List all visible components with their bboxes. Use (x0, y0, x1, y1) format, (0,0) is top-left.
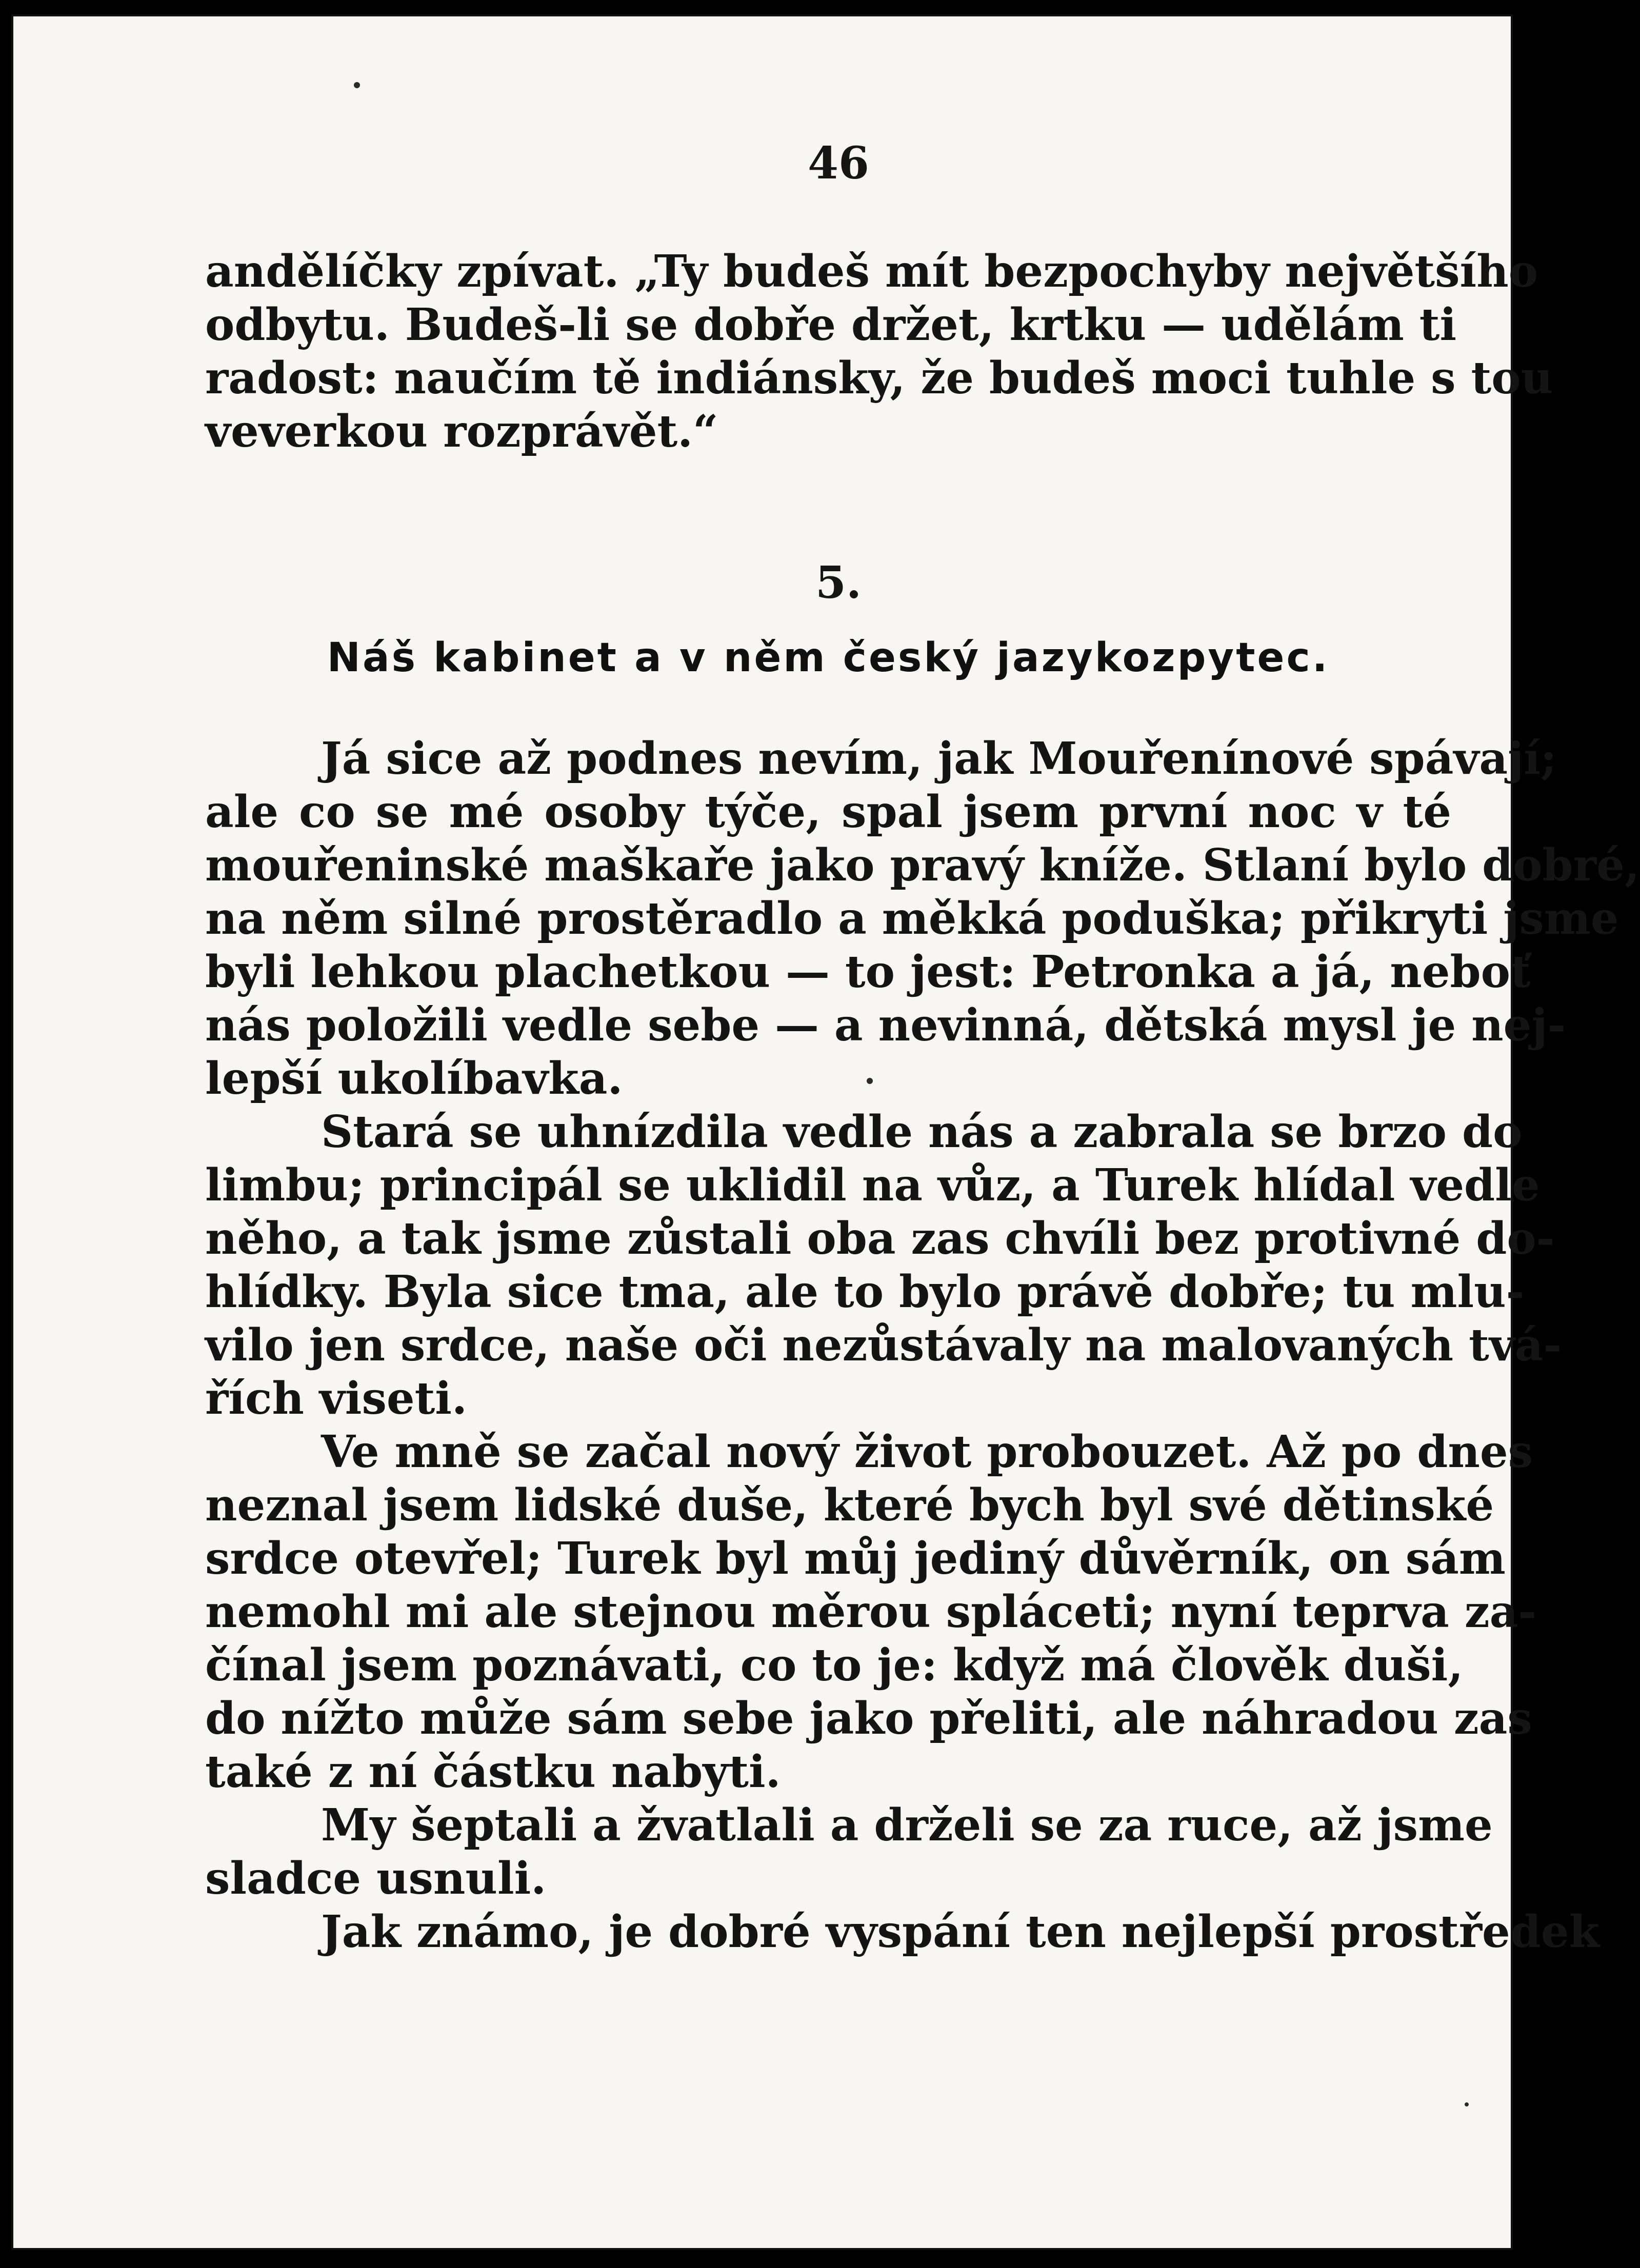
text-line: andělíčky zpívat. „Ty budeš mít bezpochyby největšího (205, 246, 1538, 297)
text-line: nás položili vedle sebe — a nevinná, dětská mysl je nej- (205, 999, 1566, 1051)
text-line: srdce otevřel; Turek byl můj jediný důvěrník, on sám (205, 1533, 1506, 1584)
text-line: řích viseti. (205, 1373, 467, 1424)
text-line: Ve mně se začal nový život probouzet. Až po dnes (321, 1426, 1533, 1478)
paragraph (205, 1426, 1537, 1799)
text-line: mouřeninské maškaře jako pravý kníže. Stlaní bylo dobré, (205, 839, 1640, 891)
chapter-number: 5. (815, 557, 862, 609)
text-line: hlídky. Byla sice tma, ale to bylo právě dobře; tu mlu- (205, 1266, 1525, 1318)
text-line: radost: naučím tě indiánsky, že budeš moci tuhle s tou (205, 352, 1553, 404)
text-line: Stará se uhnízdila vedle nás a zabrala se brzo do (321, 1106, 1523, 1158)
ink-speck (354, 82, 360, 88)
text-line: ale co se mé osoby týče, spal jsem první noc v té (205, 786, 1451, 838)
text-line: limbu; principál se uklidil na vůz, a Turek hlídal vedle (205, 1159, 1540, 1211)
text-line: byli lehkou plachetkou — to jest: Petronka a já, neboť (205, 946, 1531, 998)
text-line: něho, a tak jsme zůstali oba zas chvíli bez protivné do- (205, 1213, 1555, 1265)
text-line: odbytu. Budeš-li se dobře držet, krtku — udělám ti (205, 299, 1457, 351)
text-line: neznal jsem lidské duše, které bych byl své dětinské (205, 1479, 1494, 1531)
paragraph (205, 1905, 1600, 1959)
text-line: sladce usnuli. (205, 1853, 547, 1904)
text-line: také z ní částku nabyti. (205, 1746, 781, 1798)
paragraph (205, 1799, 1493, 1905)
ink-speck (1465, 2102, 1469, 2106)
text-line: veverkou rozprávět.“ (205, 406, 718, 457)
page-number: 46 (808, 137, 869, 189)
text-line: lepší ukolíbavka. (205, 1053, 623, 1105)
text-line: My šeptali a žvatlali a drželi se za ruce, až jsme (321, 1799, 1493, 1851)
text-line: nemohl mi ale stejnou měrou spláceti; nyní teprva za- (205, 1586, 1537, 1638)
paragraph (205, 732, 1640, 1106)
text-line: čínal jsem poznávati, co to je: když má člověk duši, (205, 1639, 1464, 1691)
text-line: vilo jen srdce, naše oči nezůstávaly na malovaných tvá- (205, 1319, 1562, 1371)
top-paragraph (205, 245, 1553, 458)
chapter-body (205, 732, 1640, 1959)
text-line: Já sice až podnes nevím, jak Mouřenínové spávají; (321, 733, 1557, 785)
text-line: Jak známo, je dobré vyspání ten nejlepší prostředek (321, 1906, 1600, 1958)
text-line: do nížto může sám sebe jako přeliti, ale náhradou zas (205, 1693, 1532, 1744)
text-line: na něm silné prostěradlo a měkká poduška; přikryti jsme (205, 893, 1619, 945)
paragraph (205, 1106, 1562, 1426)
chapter-title: Náš kabinet a v něm český jazykozpytec. (327, 635, 1330, 681)
